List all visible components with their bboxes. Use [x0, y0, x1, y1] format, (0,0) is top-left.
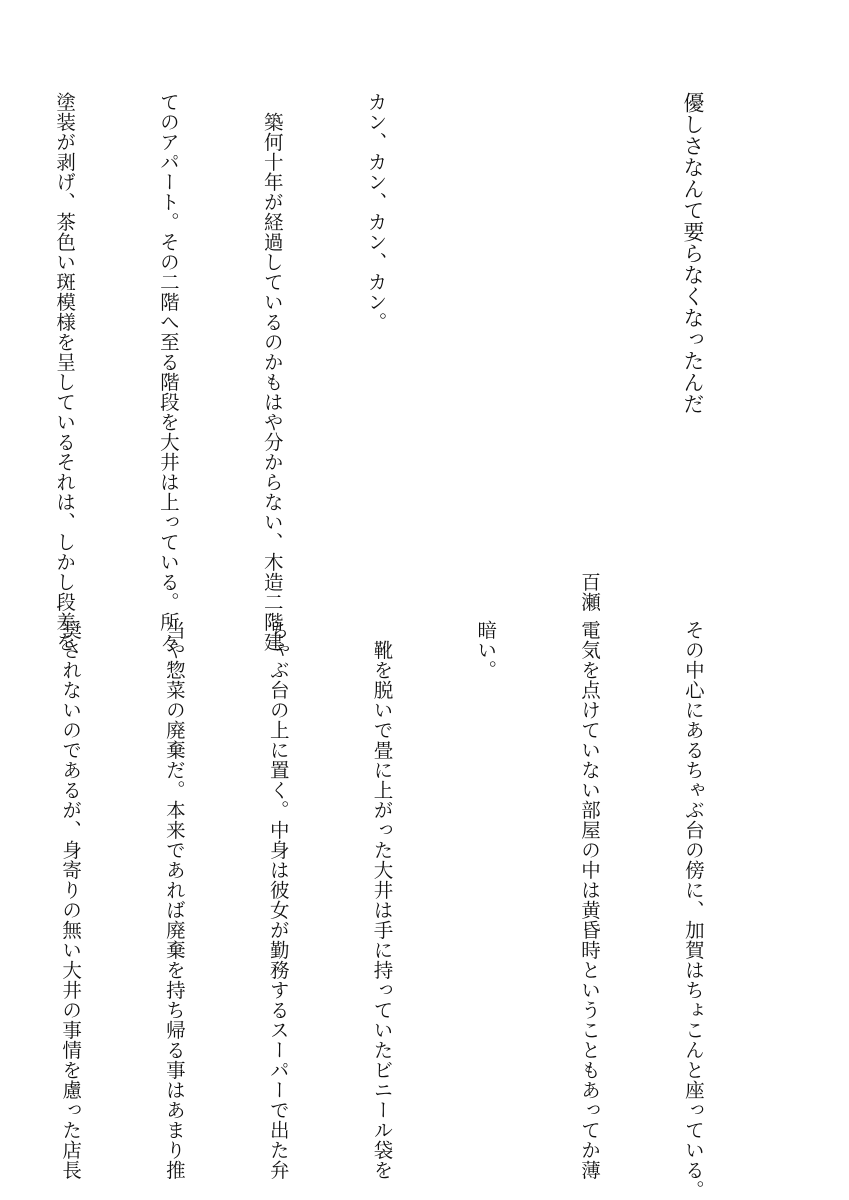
story-title: 優しさなんて要らなくなったんだ [680, 92, 705, 415]
text-line: てのアパート。その二階へ至る階段を大井は上っている。所々 [156, 92, 180, 652]
bottom-tier [0, 620, 779, 1200]
text-line: ちゃぶ台の上に置く。中身は彼女が勤務するスーパーで出た弁 [266, 620, 290, 1180]
text-line: カン、カン、カン、カン。 [364, 92, 388, 332]
text-line: 靴を脱いで畳に上がった大井は手に持っていたビニール袋を [370, 620, 394, 1180]
author-name: 百瀬 [578, 572, 602, 612]
text-line: 塗装が剥げ、茶色い斑模様を呈しているそれは、しかし段差を [53, 92, 77, 652]
text-line: 電気を点けていない部屋の中は黄昏時ということもあってか薄 [578, 620, 602, 1180]
text-line: 築何十年が経過しているのかもはや分からない、木造二階建 [260, 92, 284, 652]
author-line [571, 92, 606, 612]
text-line: 暗い。 [474, 620, 498, 680]
text-line: 奨されないのであるが、身寄りの無い大井の事情を慮った店長 [59, 620, 83, 1180]
text-line: その中心にあるちゃぶ台の傍に、加賀はちょこんと座っている。 [681, 620, 705, 1200]
blank-column [462, 92, 497, 612]
text-line: 当や惣菜の廃棄だ。本来であれば廃棄を持ち帰る事はあまり推 [162, 620, 186, 1180]
